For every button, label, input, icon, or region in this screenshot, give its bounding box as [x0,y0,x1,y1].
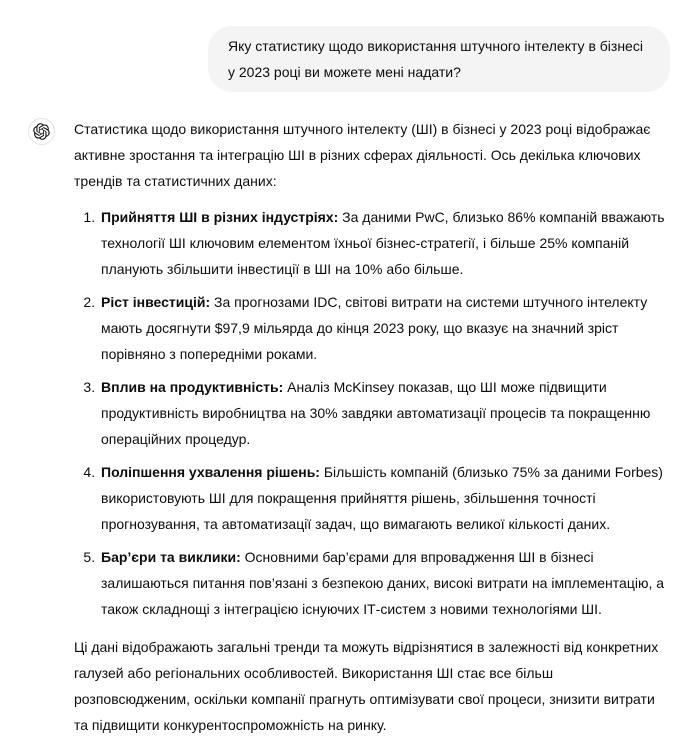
list-item-title: Поліпшення ухвалення рішень: [101,464,320,480]
assistant-outro: Ці дані відображають загальні тренди та можуть відрізнятися в залежності від конкретних галузей або регіональних особливостей. Використання ШІ стає все більш розповсюдженим, оскільки компанії прагнуть оптимізувати свої процеси, знизити витрати та підвищити конкурентоспроможність на ринку. [74,639,659,733]
assistant-avatar [28,118,55,145]
assistant-message [74,116,666,746]
user-message-row [28,26,670,92]
openai-logo-icon [33,123,50,140]
list-item-title: Вплив на продуктивність: [101,379,284,395]
list-item [99,459,666,537]
list-item [99,289,666,367]
list-item-body: За даними PwC, близько 86% компаній вважають технології ШІ ключовим елементом їхньої бізнес-стратегії, і більше 25% компаній планують збільшити інвестиції в ШІ на 10% або більше. [101,209,665,277]
numbered-list [74,204,666,622]
assistant-intro: Статистика щодо використання штучного інтелекту (ШІ) в бізнесі у 2023 році відображає активне зростання та інтеграцію ШІ в різних сферах діяльності. Ось декілька ключових трендів та статистичних даних: [74,121,651,189]
assistant-message-row [28,116,670,746]
list-item-body: Більшість компаній (близько 75% за даними Forbes) використовують ШІ для покращення прийняття рішень, збільшення точності прогнозування, та автоматизації задач, що вимагають великої кількості даних. [101,464,663,532]
list-item [99,204,666,282]
list-item-body: Аналіз McKinsey показав, що ШІ може підвищити продуктивність виробництва на 30% завдяки автоматизації процесів та покращенню операційних процедур. [101,379,651,447]
list-item [99,544,666,622]
list-item [99,374,666,452]
list-item-title: Ріст інвестицій: [101,294,211,310]
user-message-bubble: Яку статистику щодо використання штучного інтелекту в бізнесі у 2023 році ви можете мені надати? [208,26,670,92]
list-item-title: Прийняття ШІ в різних індустріях: [101,209,339,225]
list-item-body: За прогнозами IDC, світові витрати на системи штучного інтелекту мають досягнути $97,9 мільярда до кінця 2023 року, що вказує на значний зріст порівняно з попередніми роками. [101,294,648,362]
list-item-title: Бар’єри та виклики: [101,549,241,565]
list-item-body: Основними бар’єрами для впровадження ШІ в бізнесі залишаються питання пов’язані з безпекою даних, високі витрати на імплементацію, а також складнощі з інтеграцією існуючих ІТ-систем з новими технологіями ШІ. [101,549,665,617]
